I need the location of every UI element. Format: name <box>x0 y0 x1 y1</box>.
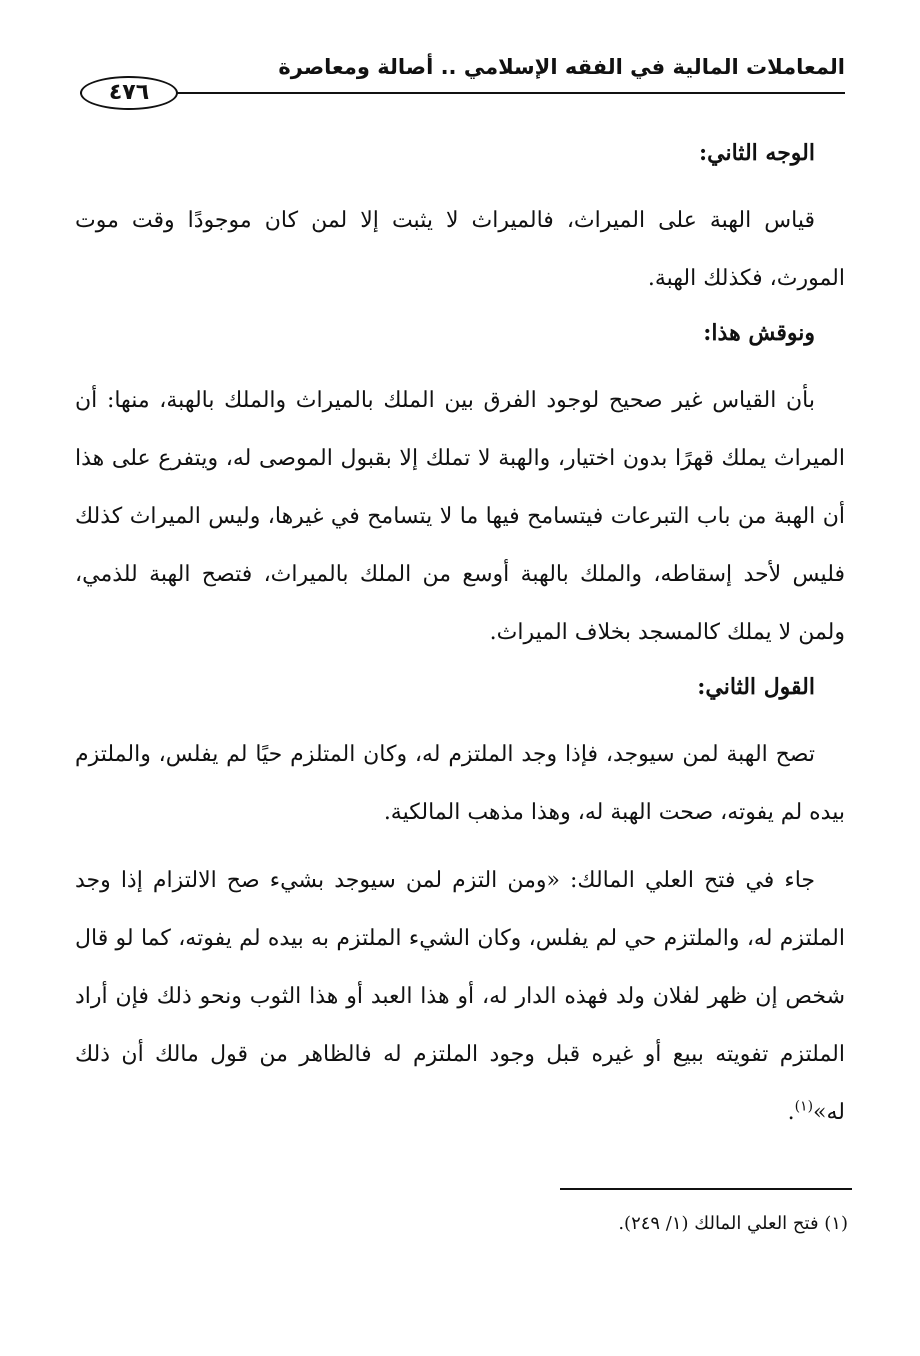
book-title: المعاملات المالية في الفقه الإسلامي .. أصالة ومعاصرة <box>278 55 845 79</box>
footnote-rule <box>560 1188 852 1190</box>
header-rule <box>80 92 845 94</box>
section-heading-second-opinion: القول الثاني: <box>697 674 815 700</box>
section-heading-discussion: ونوقش هذا: <box>703 320 815 346</box>
footnote-reference: (١) <box>794 1098 814 1115</box>
paragraph-quotation <box>75 852 845 1142</box>
paragraph-rebuttal: بأن القياس غير صحيح لوجود الفرق بين الملك بالميراث والملك بالهبة، منها: أن الميراث يملك قهرًا بدون اختيار، والهبة لا تملك إلا بقبول الموصى له، ويتفرع على هذا أن الهبة من باب التبرعات فيتسامح فيها ما لا يتسامح في غيرها، وليس الميراث كذلك فليس لأحد إسقاطه، والملك بالهبة أوسع من الملك بالميراث، فتصح الهبة للذمي، ولمن لا يملك كالمسجد بخلاف الميراث. <box>75 388 845 645</box>
paragraph-maliki-view: تصح الهبة لمن سيوجد، فإذا وجد الملتزم له، وكان المتلزم حيًا لم يفلس، والملتزم بيده لم يفوته، صحت الهبة له، وهذا مذهب المالكية. <box>75 742 845 825</box>
running-header <box>80 50 845 110</box>
section-heading-second-aspect: الوجه الثاني: <box>699 140 815 166</box>
footnote: (١) فتح العلي المالك (١/ ٢٤٩). <box>618 1213 848 1234</box>
page-body <box>75 128 845 1152</box>
paragraph-analogy: قياس الهبة على الميراث، فالميراث لا يثبت إلا لمن كان موجودًا وقت موت المورث، فكذلك الهبة. <box>75 208 845 291</box>
page-number: ٤٧٦ <box>80 76 178 110</box>
quotation-text: جاء في فتح العلي المالك: «ومن التزم لمن سيوجد بشيء صح الالتزام إذا وجد الملتزم له، والملتزم حي لم يفلس، وكان الشيء الملتزم به بيده لم يفوته، كما لو قال شخص إن ظهر لفلان ولد فهذه الدار له، أو هذا العبد أو هذا الثوب ونحو ذلك فإن أراد الملتزم تفويته ببيع أو غيره قبل وجود الملتزم له فالظاهر من قول مالك أن ذلك له» <box>75 868 845 1125</box>
quotation-end: . <box>787 1100 795 1125</box>
